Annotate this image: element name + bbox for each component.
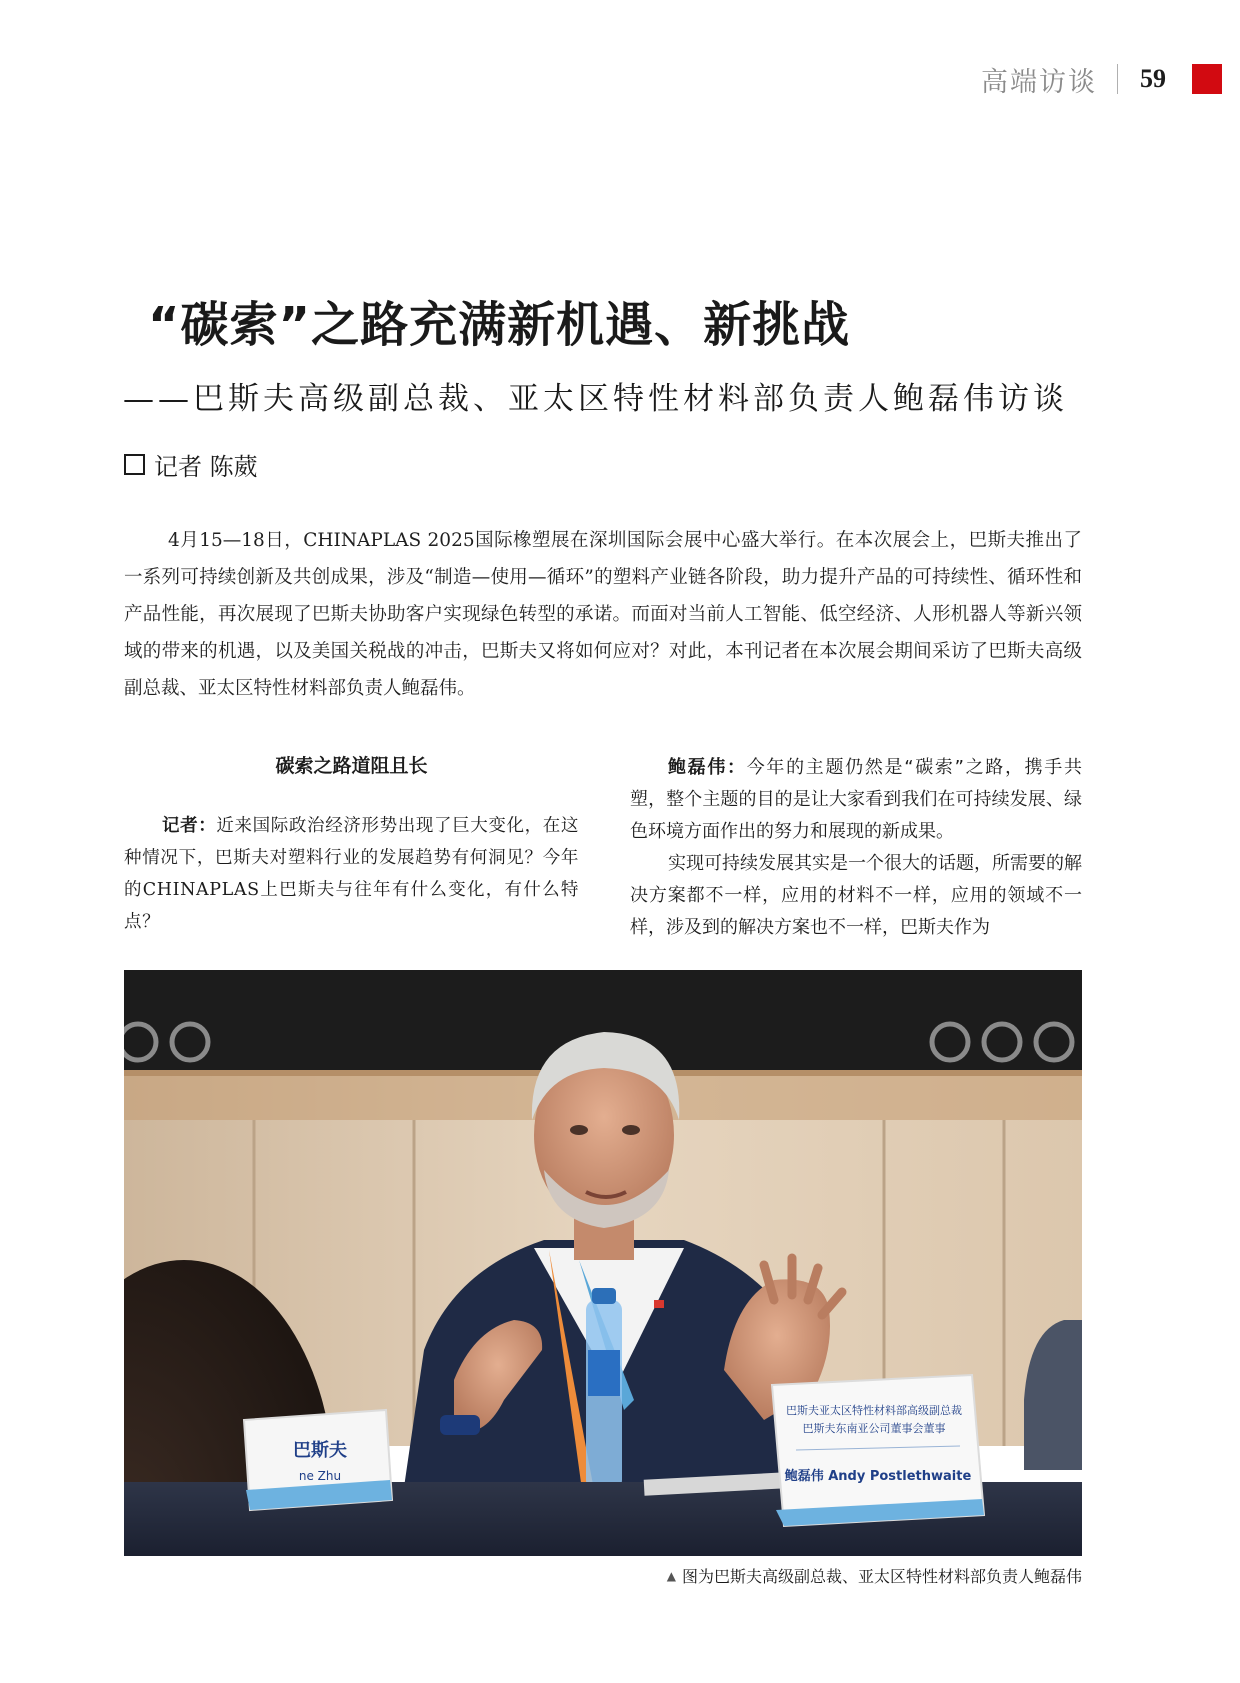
left-nameplate	[244, 1410, 392, 1510]
left-nameplate-name: 巴斯夫	[293, 1440, 347, 1461]
article-subtitle: ——巴斯夫高级副总裁、亚太区特性材料部负责人鲍磊伟访谈	[123, 381, 1068, 417]
left-column	[124, 752, 579, 938]
answer-text: 今年的主题仍然是“碳索”之路，携手共塑，整个主题的目的是让大家看到我们在可持续发展、绿色环境方面作出的努力和展现的新成果。	[630, 757, 1082, 842]
header-divider	[1117, 64, 1118, 94]
byline	[124, 447, 258, 482]
nameplate-name: 鲍磊伟 Andy Postlethwaite	[784, 1469, 972, 1484]
right-column	[630, 752, 1082, 944]
caption-triangle-icon: ▲	[666, 1568, 676, 1583]
running-head	[981, 58, 1240, 100]
nameplate-line-1: 巴斯夫亚太区特性材料部高级副总裁	[786, 1404, 962, 1417]
photo-illustration	[124, 970, 1082, 1556]
page-number: 59	[1140, 64, 1166, 93]
section-color-tab	[1192, 64, 1222, 94]
speaker-nameplate	[772, 1375, 984, 1526]
answer-paragraph	[630, 752, 1082, 848]
photo-caption	[667, 1564, 1082, 1587]
article-title: “碳索”之路充满新机遇、新挑战	[148, 297, 851, 353]
nameplate-line-2: 巴斯夫东南亚公司董事会董事	[802, 1422, 946, 1435]
byline-box-icon	[124, 454, 145, 475]
caption-text: 图为巴斯夫高级副总裁、亚太区特性材料部负责人鲍磊伟	[681, 1567, 1082, 1586]
lead-paragraph: 4月15—18日，CHINAPLAS 2025国际橡塑展在深圳国际会展中心盛大举行。在本次展会上，巴斯夫推出了一系列可持续创新及共创成果，涉及“制造—使用—循环”的塑料产业链各阶段，助力提升产品的可持续性、循环性和产品性能，再次展现了巴斯夫协助客户实现绿色转型的承诺。而面对当前人工智能、低空经济、人形机器人等新兴领域的带来的机遇，以及美国关税战的冲击，巴斯夫又将如何应对？对此，本刊记者在本次展会期间采访了巴斯夫高级副总裁、亚太区特性材料部负责人鲍磊伟。	[124, 530, 1082, 699]
interview-photo	[124, 970, 1082, 1556]
answer-paragraph-2: 实现可持续发展其实是一个很大的话题，所需要的解决方案都不一样，应用的材料不一样，应用的领域不一样，涉及到的解决方案也不一样，巴斯夫作为	[630, 853, 1082, 938]
section-name: 高端访谈	[981, 66, 1097, 98]
answer-speaker: 鲍磊伟：	[668, 757, 747, 778]
question-text: 近来国际政治经济形势出现了巨大变化，在这种情况下，巴斯夫对塑料行业的发展趋势有何洞见？今年的CHINAPLAS上巴斯夫与往年有什么变化，有什么特点？	[124, 816, 579, 932]
question-speaker: 记者：	[162, 816, 217, 836]
question-paragraph	[124, 810, 579, 938]
byline-text: 记者 陈葳	[154, 453, 258, 481]
left-nameplate-sub: ne Zhu	[298, 1469, 342, 1483]
section-heading: 碳索之路道阻且长	[275, 755, 428, 777]
